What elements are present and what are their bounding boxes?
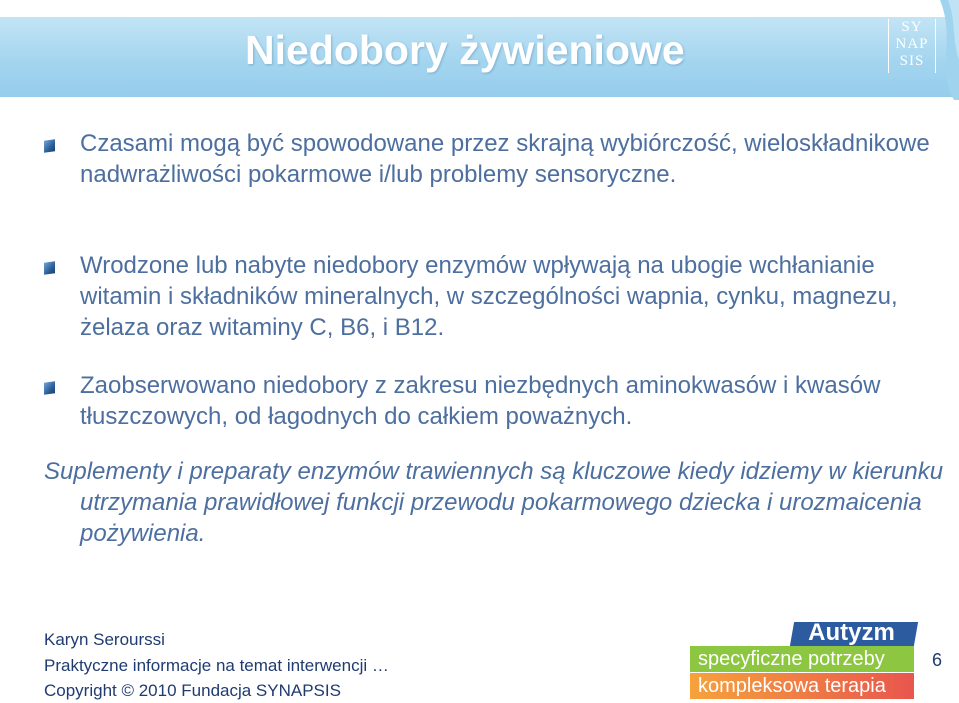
- autism-badge-label: Autyzm: [808, 619, 895, 646]
- page-number: 6: [932, 650, 943, 670]
- slide-title: Niedobory żywieniowe: [245, 27, 685, 73]
- synapsis-logo: [888, 19, 936, 73]
- footer-copyright: Copyright © 2010 Fundacja SYNAPSIS: [44, 681, 341, 700]
- logo-line-3: SIS: [899, 53, 925, 69]
- conclusion-text: Suplementy i preparaty enzymów trawiennych są kluczowe kiedy idziemy w kierunku utrzymania prawidłowej funkcji przewodu pokarmowego dziecka i urozmaicenia pożywienia.: [44, 458, 944, 547]
- bullet-icon: [44, 381, 55, 395]
- bullet-icon: [44, 261, 55, 275]
- therapy-label: kompleksowa terapia: [698, 675, 886, 697]
- bullet-text-3: Zaobserwowano niedobory z zakresu niezbędnych aminokwasów i kwasów tłuszczowych, od łagodnych do całkiem poważnych.: [80, 372, 881, 430]
- footer-subtitle: Praktyczne informacje na temat interwencji …: [44, 656, 389, 675]
- bullet-icon: [44, 139, 55, 153]
- logo-line-1: SY: [901, 19, 923, 35]
- therapy-badge: [690, 673, 914, 699]
- autism-badge: [790, 619, 918, 646]
- bullet-text-2: Wrodzone lub nabyte niedobory enzymów wpływają na ubogie wchłanianie witamin i składników mineralnych, w szczególności wapnia, cynku, magnezu, żelaza oraz witaminy C, B6, i B12.: [80, 252, 898, 341]
- logo-line-2: NAP: [895, 36, 929, 52]
- footer-author: Karyn Serourssi: [44, 630, 165, 649]
- special-needs-badge: [690, 646, 914, 672]
- special-needs-label: specyficzne potrzeby: [698, 648, 885, 670]
- bullet-text-1: Czasami mogą być spowodowane przez skrajną wybiórczość, wieloskładnikowe nadwrażliwości pokarmowe i/lub problemy sensoryczne.: [80, 130, 930, 188]
